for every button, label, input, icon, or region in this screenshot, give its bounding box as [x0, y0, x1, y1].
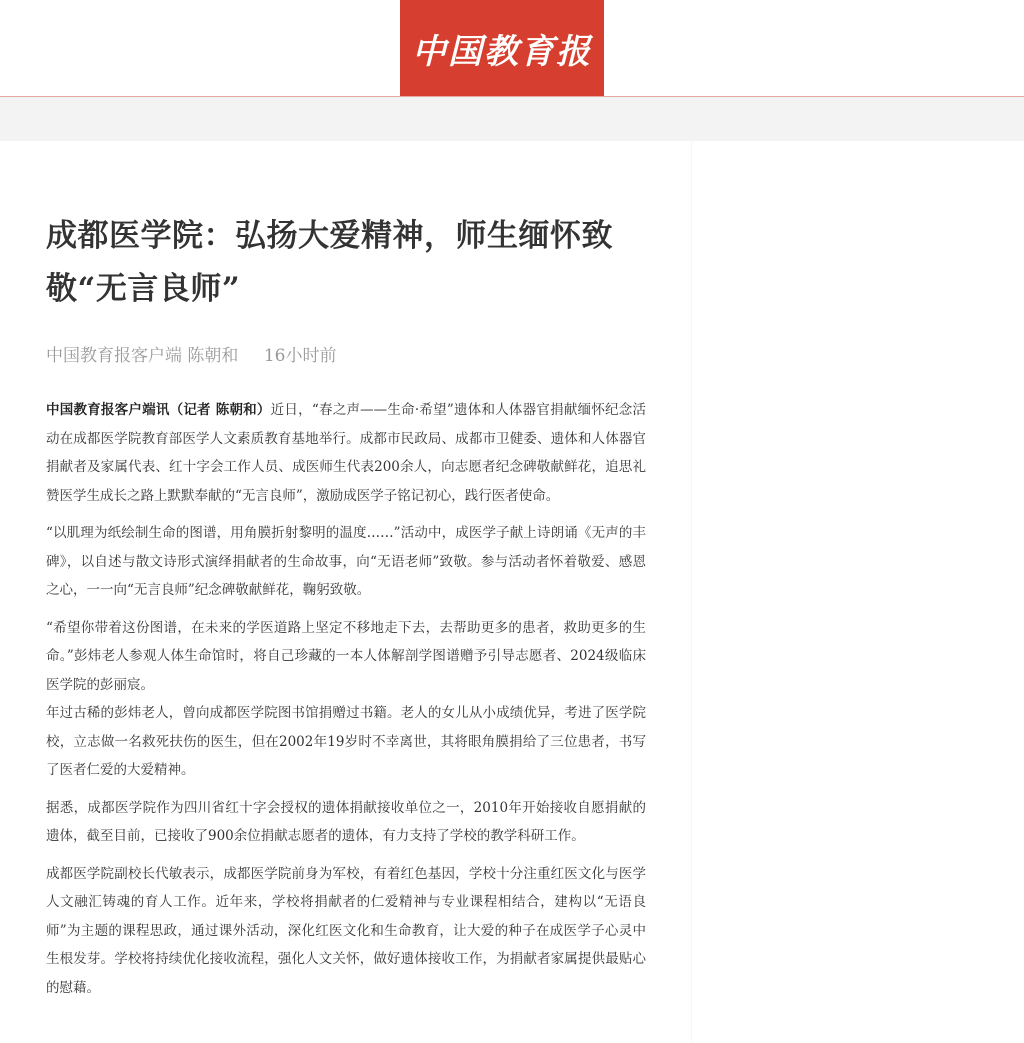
paragraph-5: 据悉，成都医学院作为四川省红十字会授权的遗体捐献接收单位之一，2010年开始接收自愿捐献的遗体，截至目前，已接收了900余位捐献志愿者的遗体，有力支持了学校的教学科研工作。: [46, 799, 646, 844]
nav-band: [0, 97, 1024, 141]
paragraph-1: [46, 396, 646, 510]
article-body: [46, 396, 646, 1002]
article: [46, 210, 646, 1011]
paragraph-6: 成都医学院副校长代敏表示，成都医学院前身为军校，有着红色基因，学校十分注重红医文化与医学人文融汇铸魂的育人工作。近年来，学校将捐献者的仁爱精神与专业课程相结合，建构以“无语良师”为主题的课程思政，通过课外活动，深化红医文化和生命教育，让大爱的种子在成医学子心灵中生根发芽。学校将持续优化接收流程，强化人文关怀，做好遗体接收工作，为捐献者家属提供最贴心的慰藉。: [46, 865, 646, 996]
article-title: 成都医学院：弘扬大爱精神，师生缅怀致敬“无言良师”: [46, 218, 613, 307]
paragraph-1-text: 近日，“春之声——生命·希望”遗体和人体器官捐献缅怀纪念活动在成都医学院教育部医学人文素质教育基地举行。成都市民政局、成都市卫健委、遗体和人体器官捐献者及家属代表、红十字会工作人员、成医师生代表200余人，向志愿者纪念碑敬献鲜花，追思礼赞医学生成长之路上默默奉献的“无言良师”，激励成医学子铭记初心，践行医者使命。: [46, 402, 647, 504]
article-source-author: 中国教育报客户端 陈朝和: [46, 346, 239, 366]
sidebar-divider: [691, 141, 692, 1043]
paragraph-2: “以肌理为纸绘制生命的图谱，用角膜折射黎明的温度……”活动中，成医学子献上诗朗诵《无声的丰碑》，以自述与散文诗形式演绎捐献者的生命故事，向“无语老师”致敬。参与活动者怀着敬爱、感恩之心，一一向“无言良师”纪念碑敬献鲜花，鞠躬致敬。: [46, 525, 646, 598]
site-logo[interactable]: [400, 0, 604, 96]
article-meta: [46, 344, 646, 368]
paragraph-4: 年过古稀的彭炜老人，曾向成都医学院图书馆捐赠过书籍。老人的女儿从小成绩优异，考进了医学院校，立志做一名救死扶伤的医生，但在2002年19岁时不幸离世，其将眼角膜捐给了三位患者，书写了医者仁爱的大爱精神。: [46, 705, 646, 778]
site-header: [0, 0, 1024, 97]
logo-text: 中国教育报: [412, 31, 592, 72]
lead-label: 中国教育报客户端讯（记者 陈朝和）: [46, 402, 271, 418]
paragraph-3: “希望你带着这份图谱，在未来的学医道路上坚定不移地走下去，去帮助更多的患者，救助更多的生命。”彭炜老人参观人体生命馆时，将自己珍藏的一本人体解剖学图谱赠予引导志愿者、2024级临床医学院的彭丽宸。: [46, 619, 646, 693]
article-time: 16小时前: [263, 346, 337, 366]
